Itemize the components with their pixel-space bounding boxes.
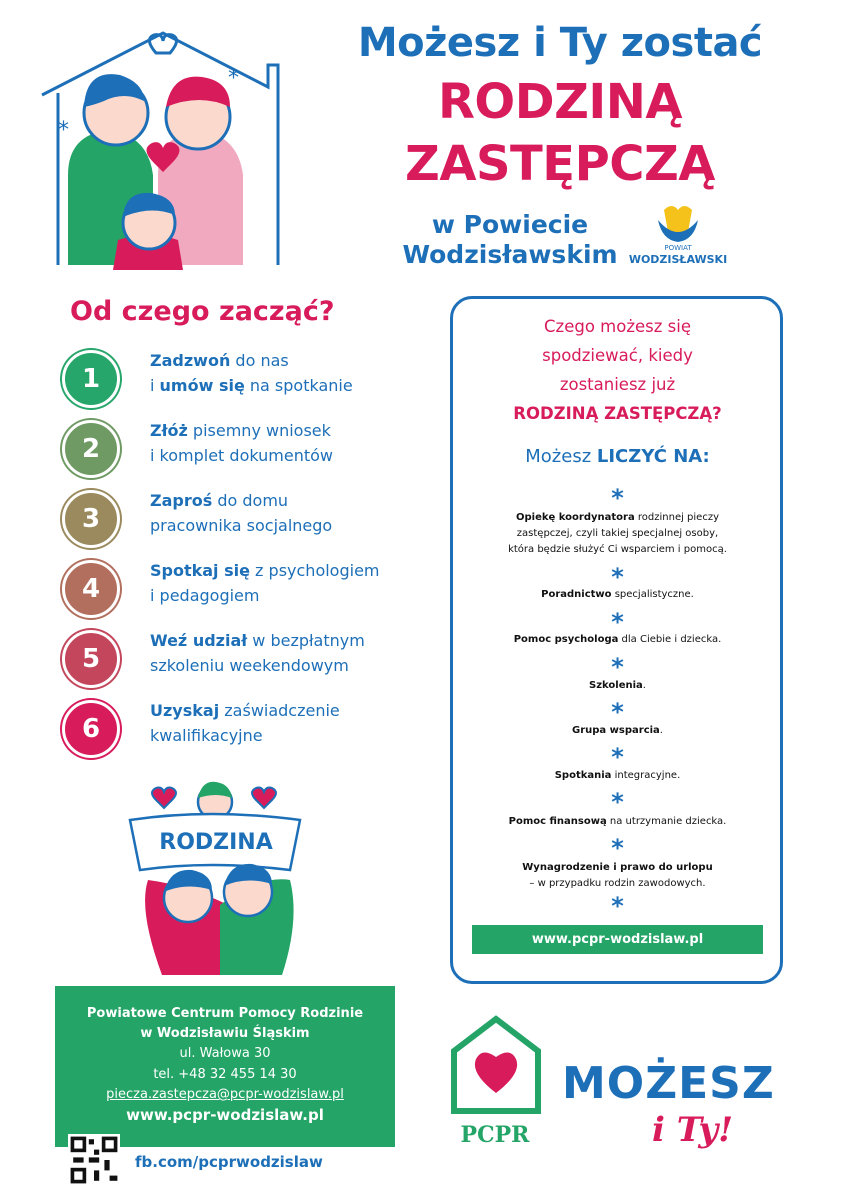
card-question xyxy=(470,312,765,428)
steps-title: Od czego zacząć? xyxy=(70,296,335,327)
benefit-bold: Szkolenia xyxy=(589,680,643,691)
benefit-bold: Poradnictwo xyxy=(541,589,612,600)
step-line2-pre: i xyxy=(150,376,160,395)
step-number: 1 xyxy=(81,364,101,394)
card-count-heading xyxy=(470,446,765,467)
benefit-item xyxy=(470,632,765,648)
step-bold: Zadzwoń xyxy=(150,351,231,370)
pcpr-logo-text: PCPR xyxy=(460,1122,530,1148)
benefit-item xyxy=(470,723,765,739)
contact-email-link[interactable]: piecza.zastepcza@pcpr-wodzislaw.pl xyxy=(106,1087,344,1102)
banner-word: RODZINA xyxy=(159,830,273,855)
benefit-line-2: zastępczej, czyli takiej specjalnej osoby, xyxy=(516,528,719,539)
benefit-item xyxy=(470,814,765,830)
benefit-rest: integracyjne. xyxy=(611,770,681,781)
step-number: 6 xyxy=(81,714,101,744)
step-item xyxy=(62,350,442,414)
family-banner-illustration xyxy=(120,780,305,975)
powiat-logo-big: WODZISŁAWSKI xyxy=(628,253,728,266)
step-line2-bold: umów się xyxy=(159,376,245,395)
step-bold: Uzyskaj xyxy=(150,701,220,720)
benefit-rest: rodzinnej pieczy xyxy=(634,512,719,523)
step-line2-rest: i pedagogiem xyxy=(150,586,260,605)
contact-name xyxy=(55,1004,395,1044)
benefit-item xyxy=(470,678,765,694)
step-line2-rest: szkoleniu weekendowym xyxy=(150,656,349,675)
step-text xyxy=(150,628,450,678)
contact-phone[interactable]: tel. +48 32 455 14 30 xyxy=(153,1067,297,1082)
headline-subtitle xyxy=(380,210,640,270)
benefit-item xyxy=(470,860,765,892)
step-item xyxy=(62,420,442,484)
benefit-bold: Pomoc finansową xyxy=(508,816,607,827)
benefit-line-3: która będzie służyć Ci wsparciem i pomocą. xyxy=(508,544,727,555)
benefit-rest: specjalistyczne. xyxy=(611,589,694,600)
pcpr-house-icon xyxy=(450,1015,542,1125)
step-line2-rest: i komplet dokumentów xyxy=(150,446,333,465)
brand-mozesz: MOŻESZ xyxy=(562,1058,775,1109)
asterisk-icon: * xyxy=(611,834,624,862)
asterisk-icon: * xyxy=(611,484,624,512)
headline-line-1: Możesz i Ty zostać xyxy=(357,20,763,66)
step-text xyxy=(150,488,450,538)
card-question-line-4: RODZINĄ ZASTĘPCZĄ? xyxy=(513,404,722,423)
step-number-badge xyxy=(62,630,120,688)
benefit-bold: Grupa wsparcia xyxy=(572,725,660,736)
contact-name-line-2: w Wodzisławiu Śląskim xyxy=(140,1026,310,1041)
step-text xyxy=(150,348,450,398)
step-text xyxy=(150,418,450,468)
step-number-badge xyxy=(62,420,120,478)
benefit-item xyxy=(470,768,765,784)
step-item xyxy=(62,490,442,554)
benefit-line-2: – w przypadku rodzin zawodowych. xyxy=(529,878,706,889)
facebook-link[interactable]: fb.com/pcprwodzislaw xyxy=(135,1153,323,1171)
subtitle-line-1: w Powiecie xyxy=(431,210,589,239)
step-number-badge xyxy=(62,350,120,408)
step-bold: Złóż xyxy=(150,421,188,440)
step-bold: Weź udział xyxy=(150,631,248,650)
benefit-rest: . xyxy=(642,680,646,691)
step-bold: Spotkaj się xyxy=(150,561,250,580)
step-number: 4 xyxy=(81,574,101,604)
asterisk-icon: * xyxy=(611,743,624,771)
family-house-illustration xyxy=(28,25,298,275)
contact-website-link[interactable]: www.pcpr-wodzislaw.pl xyxy=(126,1106,324,1124)
svg-text:*: * xyxy=(58,118,69,143)
step-number-badge xyxy=(62,700,120,758)
step-item xyxy=(62,560,442,624)
asterisk-icon: * xyxy=(611,698,624,726)
benefit-item xyxy=(470,587,765,603)
step-rest: zaświadczenie xyxy=(219,701,340,720)
step-number: 2 xyxy=(81,434,101,464)
asterisk-icon: * xyxy=(611,608,624,636)
contact-street: ul. Wałowa 30 xyxy=(179,1046,271,1061)
step-line2-rest: pracownika socjalnego xyxy=(150,516,333,535)
step-bold: Zaproś xyxy=(150,491,213,510)
subtitle-line-2: Wodzisławskim xyxy=(402,240,618,269)
contact-name-line-1: Powiatowe Centrum Pomocy Rodzinie xyxy=(86,1006,364,1021)
benefit-rest: dla Ciebie i dziecka. xyxy=(618,634,722,645)
powiat-logo xyxy=(628,200,728,272)
svg-text:*: * xyxy=(228,66,239,91)
asterisk-icon: * xyxy=(611,563,624,591)
benefit-rest: . xyxy=(659,725,663,736)
step-rest: z psychologiem xyxy=(249,561,380,580)
step-line2-rest: kwalifikacyjne xyxy=(150,726,263,745)
benefit-bold: Opiekę koordynatora xyxy=(515,512,635,523)
benefit-bold: Pomoc psychologa xyxy=(513,634,619,645)
step-rest: pisemny wniosek xyxy=(187,421,331,440)
card-question-line-3: zostaniesz już xyxy=(559,375,676,394)
benefit-bold: Spotkania xyxy=(554,770,612,781)
asterisk-icon: * xyxy=(611,653,624,681)
asterisk-icon: * xyxy=(611,788,624,816)
card-question-line-2: spodziewać, kiedy xyxy=(542,346,693,365)
step-number: 5 xyxy=(81,644,101,674)
step-rest: do nas xyxy=(230,351,289,370)
step-number: 3 xyxy=(81,504,101,534)
step-text xyxy=(150,558,450,608)
asterisk-icon: * xyxy=(611,892,624,920)
card-website-link[interactable]: www.pcpr-wodzislaw.pl xyxy=(472,925,763,954)
powiat-logo-icon xyxy=(628,200,728,244)
step-item xyxy=(62,630,442,694)
step-number-badge xyxy=(62,560,120,618)
step-number-badge xyxy=(62,490,120,548)
headline-line-3: ZASTĘPCZĄ xyxy=(405,136,715,192)
powiat-logo-small: POWIAT xyxy=(664,244,692,252)
step-rest: do domu xyxy=(212,491,289,510)
step-item xyxy=(62,700,442,764)
card-count-bold: LICZYĆ NA: xyxy=(596,446,710,467)
brand-i-ty: i Ty! xyxy=(652,1110,733,1150)
card-count-pre: Możesz xyxy=(525,446,597,467)
benefit-item xyxy=(470,510,765,558)
step-rest: w bezpłatnym xyxy=(247,631,365,650)
step-text xyxy=(150,698,450,748)
benefit-bold: Wynagrodzenie i prawo do urlopu xyxy=(522,862,713,873)
headline-line-2: RODZINĄ xyxy=(437,74,683,130)
benefit-rest: na utrzymanie dziecka. xyxy=(606,816,727,827)
card-question-line-1: Czego możesz się xyxy=(544,317,691,336)
qr-code-icon[interactable] xyxy=(68,1134,120,1186)
step-line2-rest: na spotkanie xyxy=(244,376,353,395)
